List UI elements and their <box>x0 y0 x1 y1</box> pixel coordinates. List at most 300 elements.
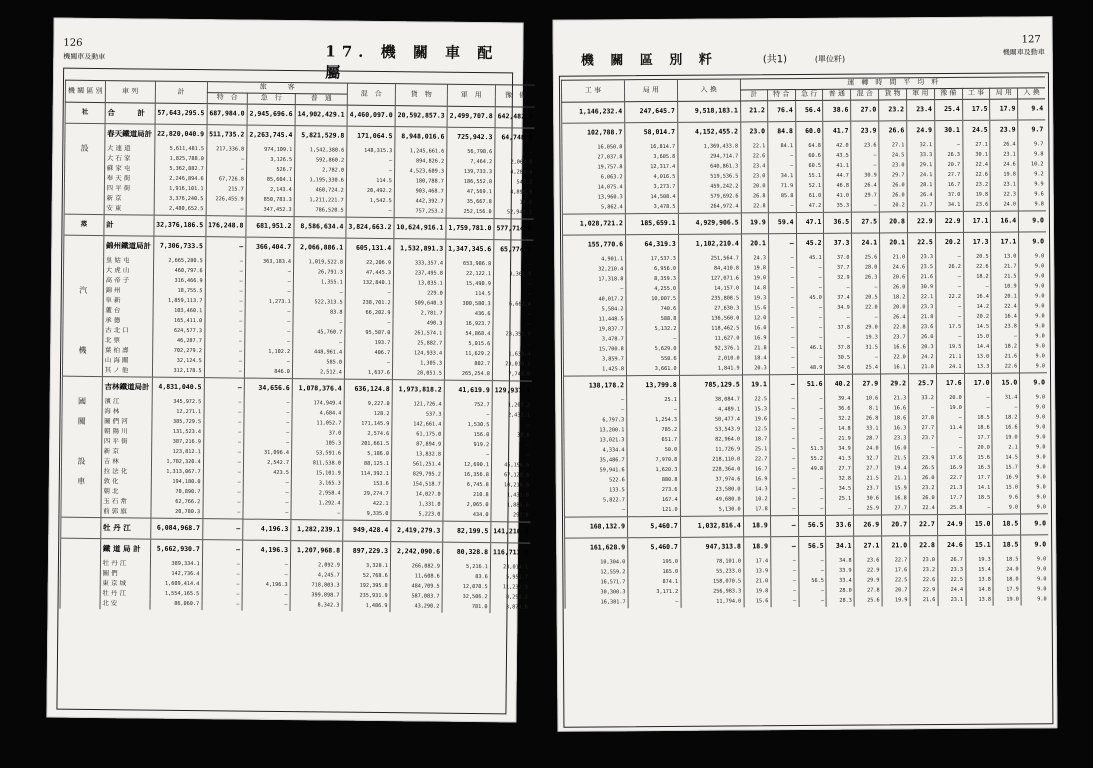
table-cell: 919.2 <box>444 441 492 452</box>
table-cell: 347,452.3 <box>246 206 294 217</box>
running-head-left: 機關車及動車 <box>63 52 106 62</box>
table-cell: 17.0 <box>964 373 992 394</box>
table-cell: — <box>798 505 826 516</box>
table-cell: — <box>205 267 245 277</box>
table-cell: 484,709.5 <box>390 582 442 593</box>
table-cell: 13,200.1 <box>564 426 627 436</box>
table-cell: 14,075.4 <box>562 183 625 193</box>
table-cell: 237,495.8 <box>393 269 445 280</box>
table-cell: 423.5 <box>243 469 291 480</box>
table-cell: 23.3 <box>938 566 966 576</box>
table-cell: 16.9 <box>742 334 769 344</box>
table-cell: 17.8 <box>743 505 770 516</box>
table-cell: 60.0 <box>795 121 823 142</box>
row-label: 山 海 關 <box>102 356 152 367</box>
table-cell: 33.9 <box>826 567 854 577</box>
table-cell: — <box>204 327 244 337</box>
table-cell: 76.4 <box>767 101 795 122</box>
table-cell: 23.1 <box>938 596 966 606</box>
table-cell: — <box>937 414 965 424</box>
row-label: 新 京 <box>104 194 154 205</box>
table-cell: 28.1 <box>907 181 935 191</box>
table-cell: 24.0 <box>991 201 1019 212</box>
table-cell: 14.1 <box>965 484 993 494</box>
table-cell: — <box>771 567 799 577</box>
table-cell: 9.0 <box>1020 342 1047 352</box>
table-cell: 15.4 <box>965 566 993 576</box>
table-cell: 51.3 <box>798 445 826 455</box>
table-cell: — <box>443 451 491 462</box>
table-cell: 9.0 <box>1019 232 1046 253</box>
table-cell: 2,419,279.3 <box>391 521 443 543</box>
table-cell: 4,831,040.5 <box>152 377 204 398</box>
avg-reserve-header: 豫 備 <box>934 88 962 99</box>
table-cell: 16,571.7 <box>565 578 628 588</box>
table-cell: 22.6 <box>963 263 991 273</box>
table-cell: 5,611,481.5 <box>154 145 206 156</box>
table-cell: — <box>769 274 797 284</box>
table-cell: 4,255.0 <box>626 285 679 295</box>
avg-freight-header: 貨 物 <box>879 89 907 100</box>
table-cell: 24.9 <box>937 514 965 535</box>
right-data-table <box>561 76 1049 608</box>
table-cell: — <box>293 338 345 349</box>
table-cell: 2,781.7 <box>393 309 445 320</box>
table-cell: 9.2 <box>1018 170 1045 180</box>
table-cell: 345,972.5 <box>152 398 204 409</box>
table-cell: 592,860.2 <box>295 156 347 167</box>
table-cell: 23.1 <box>991 181 1019 191</box>
table-cell: 785,129.5 <box>679 375 742 396</box>
table-cell: — <box>770 455 798 465</box>
table-cell: 24.6 <box>990 161 1018 171</box>
table-cell: 636,124.8 <box>344 379 392 400</box>
table-cell: 67,726.8 <box>206 175 246 185</box>
table-cell: 687,984.0 <box>207 104 247 125</box>
table-cell: 15.6 <box>742 304 769 314</box>
table-cell: 20.1 <box>880 233 908 254</box>
table-cell: 459,242.2 <box>678 182 741 192</box>
avg-military-header: 軍 用 <box>906 89 934 100</box>
table-cell: 549.2 <box>494 178 534 188</box>
table-cell: 215.7 <box>206 185 246 195</box>
table-cell: — <box>203 478 243 488</box>
table-cell: 247,645.7 <box>625 101 678 122</box>
table-cell: 4,901.1 <box>563 255 626 265</box>
table-cell: 49,680.0 <box>680 495 743 505</box>
table-cell: 45.2 <box>796 233 824 254</box>
table-cell: 47,445.3 <box>345 269 393 280</box>
group-label <box>62 427 102 437</box>
table-cell: 10,624,916.1 <box>394 218 446 240</box>
table-cell: 103,460.1 <box>153 307 205 318</box>
table-cell: 9.0 <box>1020 403 1047 413</box>
table-cell: 387,216.9 <box>151 438 203 449</box>
table-cell: 2,665,280.5 <box>153 257 205 268</box>
table-cell: 22.7 <box>937 474 965 484</box>
table-cell: 18.2 <box>963 273 991 283</box>
table-cell: 37.0 <box>292 429 344 440</box>
table-cell: — <box>206 165 246 175</box>
table-cell: 18,755.5 <box>153 287 205 298</box>
table-cell: — <box>204 367 244 378</box>
table-cell: 20.1 <box>991 293 1019 303</box>
group-label <box>62 437 102 447</box>
table-cell: — <box>825 314 853 324</box>
table-cell: 22.9 <box>854 566 882 576</box>
table-cell: — <box>204 398 244 408</box>
row-label: 四 平 街 <box>101 437 151 448</box>
table-cell: 83.8 <box>293 308 345 319</box>
table-cell: 9.8 <box>1018 150 1045 160</box>
table-cell: 34.9 <box>824 304 852 314</box>
table-cell: — <box>243 489 291 500</box>
table-cell: 38,084.7 <box>679 395 742 405</box>
table-cell: 10,007.5 <box>626 295 679 305</box>
table-cell: 20.6 <box>880 273 908 283</box>
table-cell: 5,821,529.8 <box>295 126 347 147</box>
exchange-header: 入 換 <box>677 79 740 101</box>
table-cell: 102,788.7 <box>562 123 625 144</box>
table-cell: 2.1 <box>992 443 1020 453</box>
table-cell: 550.6 <box>626 355 679 365</box>
row-label: 圖 們 <box>100 569 150 580</box>
table-cell: — <box>769 284 797 294</box>
table-cell: 24.0 <box>993 565 1021 575</box>
table-cell: 51.6 <box>797 374 825 395</box>
row-label: 四 平 街 <box>104 184 154 195</box>
table-cell: 19.0 <box>992 433 1020 443</box>
table-cell: 9.0 <box>1020 393 1047 403</box>
table-cell: 16,814.7 <box>625 143 678 153</box>
table-cell: — <box>345 319 393 330</box>
table-cell: 18.6 <box>964 424 992 434</box>
table-cell: 24.5 <box>962 120 990 141</box>
table-cell: 19,757.8 <box>562 163 625 173</box>
table-cell: 23.4 <box>741 162 768 172</box>
total-header: 計 <box>155 81 207 104</box>
table-cell: — <box>771 587 799 597</box>
table-cell: 261,574.1 <box>393 329 445 340</box>
table-cell: 46,287.7 <box>152 337 204 348</box>
table-cell: 297.0 <box>491 511 531 522</box>
table-cell: 9.0 <box>1019 211 1046 232</box>
table-cell: 21.6 <box>910 596 938 606</box>
table-cell: 1,305.3 <box>392 359 444 370</box>
table-cell: — <box>444 411 492 422</box>
table-cell: 14,902,429.1 <box>295 105 347 127</box>
table-cell: 55.2 <box>798 455 826 465</box>
table-cell: — <box>245 338 293 349</box>
table-cell: 1,207,968.8 <box>290 541 342 562</box>
table-cell: 740.6 <box>626 305 679 315</box>
table-cell: 45.1 <box>796 254 824 264</box>
table-cell: 16.9 <box>993 473 1021 483</box>
table-cell: 3,661.0 <box>626 365 679 376</box>
table-cell: — <box>204 418 244 428</box>
table-cell: — <box>769 264 797 274</box>
table-cell: 5,223.0 <box>391 510 443 521</box>
table-cell: 23.7 <box>909 434 937 444</box>
table-cell: 22.9 <box>910 586 938 596</box>
table-cell: 316,466.9 <box>153 277 205 288</box>
table-cell: 3,478.7 <box>563 335 626 345</box>
table-cell: — <box>935 141 963 151</box>
table-cell: — <box>203 428 243 438</box>
table-cell: 174,949.4 <box>292 399 344 410</box>
row-label: 大 石 家 <box>104 154 154 165</box>
table-cell: 251,564.7 <box>678 254 741 264</box>
table-cell: 1,542.5 <box>346 197 394 208</box>
table-cell: 23.2 <box>909 484 937 494</box>
table-cell: — <box>492 441 532 451</box>
table-cell: 9.0 <box>1019 312 1046 322</box>
table-cell: 46.8 <box>824 182 852 192</box>
table-cell: 32.8 <box>826 475 854 485</box>
table-cell: 27.9 <box>853 374 881 395</box>
table-cell: 9,518,183.1 <box>677 101 740 122</box>
table-cell: 11,726.9 <box>680 445 743 455</box>
table-cell: 333,357.4 <box>394 259 446 270</box>
table-cell: 20.0 <box>936 394 964 404</box>
table-cell: — <box>771 557 799 567</box>
table-cell: — <box>244 358 292 369</box>
table-cell: 33.2 <box>909 394 937 404</box>
table-cell: 14.8 <box>742 284 769 294</box>
table-cell: 128.2 <box>344 410 392 421</box>
table-cell: 105.3 <box>292 439 344 450</box>
table-cell: — <box>205 287 245 297</box>
table-cell: — <box>244 439 292 450</box>
table-cell: 13,021.3 <box>564 436 627 446</box>
table-cell: 45,760.7 <box>293 328 345 339</box>
group-label <box>63 316 103 326</box>
table-cell: — <box>564 406 627 416</box>
table-cell: 41.3 <box>826 455 854 465</box>
table-cell: 22.3 <box>991 191 1019 201</box>
table-cell: 9.0 <box>1021 503 1048 514</box>
table-cell: 60.5 <box>796 162 824 172</box>
table-cell: 57,643,295.5 <box>155 103 207 125</box>
table-cell: — <box>242 571 290 582</box>
table-cell: 436.6 <box>445 310 493 321</box>
table-cell: 1,146,232.4 <box>562 102 625 123</box>
table-cell: 4,334.4 <box>564 446 627 456</box>
table-cell: 1,292.4 <box>291 499 343 510</box>
table-cell: 18.5 <box>965 494 993 504</box>
table-cell: 13.8 <box>966 596 994 606</box>
table-cell: 829,795.2 <box>391 470 443 481</box>
table-cell: 1,102,210.4 <box>678 234 741 255</box>
table-cell: — <box>797 425 825 435</box>
group-label <box>63 306 103 316</box>
table-cell: 9.0 <box>1020 473 1047 483</box>
table-cell: 33.6 <box>826 515 854 536</box>
table-cell: 23.3 <box>908 253 936 263</box>
table-cell: 5,130.0 <box>680 505 743 516</box>
table-cell: — <box>293 318 345 329</box>
table-cell: — <box>202 600 242 610</box>
avg-mixed-header: 混 合 <box>851 89 879 100</box>
avg-exchange-header: 入 換 <box>1018 88 1045 99</box>
table-cell: — <box>494 260 534 270</box>
table-cell: 9.0 <box>1021 565 1048 575</box>
group-label <box>60 579 100 589</box>
table-cell: 9.0 <box>1020 443 1047 453</box>
table-cell: 1,432.8 <box>491 491 531 501</box>
table-cell: 23.0 <box>910 556 938 566</box>
table-cell: 9.0 <box>1019 292 1046 302</box>
table-cell: — <box>202 590 242 600</box>
table-cell: 273.6 <box>627 486 680 496</box>
table-cell: 1,207.2 <box>492 401 532 411</box>
table-cell: 9.0 <box>1021 493 1048 503</box>
row-label: 前 郭 旗 <box>101 507 151 518</box>
row-label: 春天鐵道局計 <box>105 124 155 145</box>
table-cell: — <box>244 409 292 420</box>
table-cell: 26.0 <box>909 494 937 504</box>
table-cell: 28.0 <box>852 263 880 273</box>
avg-sub-ordinary: 普 通 <box>823 89 851 100</box>
table-cell: 18.5 <box>964 414 992 424</box>
table-cell: 229.0 <box>393 289 445 300</box>
table-cell: 16,356.8 <box>443 471 491 482</box>
table-cell: 142,736.4 <box>150 570 202 581</box>
table-cell: — <box>244 429 292 440</box>
table-cell: 13,960.3 <box>562 193 625 203</box>
table-cell: — <box>936 303 964 313</box>
table-cell: 78,101.0 <box>680 557 743 567</box>
table-cell: 50,477.4 <box>680 415 743 425</box>
table-cell: 19,837.7 <box>563 325 626 335</box>
table-cell: 7,970.8 <box>627 456 680 466</box>
table-cell: 9.7 <box>1018 140 1045 150</box>
table-cell: — <box>770 537 798 558</box>
table-cell: 1,019,522.8 <box>294 258 346 269</box>
table-cell: 24.0 <box>853 444 881 454</box>
table-cell: 5,460.7 <box>627 516 680 537</box>
table-cell: 201,661.5 <box>344 440 392 451</box>
table-cell: 23.2 <box>910 566 938 576</box>
table-cell: 36.6 <box>825 405 853 415</box>
table-cell: 17.4 <box>743 557 770 567</box>
table-cell: — <box>564 396 627 406</box>
table-cell: 23.6 <box>851 141 879 151</box>
table-cell: 34.1 <box>935 201 963 212</box>
table-cell: — <box>346 207 394 218</box>
table-cell: — <box>799 587 827 597</box>
table-cell: 9.0 <box>1019 282 1046 292</box>
table-cell: 19.8 <box>963 191 991 201</box>
group-label <box>63 276 103 286</box>
table-cell: — <box>291 509 343 520</box>
table-cell: 27.1 <box>962 141 990 151</box>
page-number-left: 126 <box>63 37 83 49</box>
table-cell: 20.0 <box>741 182 768 192</box>
table-cell: 8,948,016.6 <box>395 127 447 148</box>
table-cell: 651.7 <box>627 436 680 446</box>
table-cell: 1,825,788.0 <box>154 155 206 166</box>
table-cell: 460,724.2 <box>294 186 346 197</box>
table-cell: — <box>852 283 880 293</box>
group-label <box>63 356 103 366</box>
table-cell: — <box>796 264 824 274</box>
group-label <box>60 589 100 599</box>
table-cell: 28.7 <box>853 434 881 444</box>
table-cell: 519,536.5 <box>678 172 741 182</box>
row-label: 高 帝 子 <box>103 276 153 287</box>
table-cell: 17.9 <box>990 99 1018 120</box>
table-cell: 32,376,186.5 <box>154 215 206 237</box>
table-cell: 561,251.4 <box>391 460 443 471</box>
row-label: 鐵 道 局 計 <box>100 539 150 560</box>
table-cell: 16.8 <box>881 494 909 504</box>
table-cell: 27.7 <box>826 465 854 475</box>
table-cell: 385,729.5 <box>152 418 204 429</box>
table-cell: 228,364.0 <box>680 465 743 475</box>
table-cell: 22.5 <box>907 233 935 254</box>
table-cell: — <box>202 570 242 580</box>
table-cell: 4,895.0 <box>494 188 534 198</box>
table-cell: — <box>770 485 798 495</box>
table-cell: 25.4 <box>934 99 962 120</box>
table-cell: — <box>203 468 243 478</box>
table-cell: 19.5 <box>936 343 964 353</box>
table-cell: 1,273.1 <box>245 298 293 309</box>
table-cell: 1,102.2 <box>245 348 293 359</box>
table-cell: 26.4 <box>880 313 908 323</box>
table-cell: — <box>203 498 243 508</box>
table-cell: 2,143.4 <box>246 186 294 197</box>
table-cell: 85.8 <box>768 192 796 202</box>
table-cell: 167.4 <box>627 496 680 506</box>
table-cell: 176,248.8 <box>206 216 246 237</box>
table-cell: 92,376.1 <box>679 344 742 354</box>
table-cell: 43.5 <box>823 152 851 162</box>
table-cell: 35.3 <box>824 202 852 213</box>
table-cell: 26,791.3 <box>293 268 345 279</box>
table-cell: — <box>244 399 292 410</box>
table-cell: 21.9 <box>825 435 853 445</box>
table-cell: 9.0 <box>1019 272 1046 282</box>
row-label: 北 票 <box>102 336 152 347</box>
table-cell: 22.6 <box>910 576 938 586</box>
table-cell: 2,512.4 <box>292 368 344 379</box>
table-cell: 21.3 <box>881 394 909 404</box>
table-cell: 10.9 <box>991 283 1019 293</box>
table-cell: 52,768.6 <box>342 572 390 583</box>
table-cell: 180,788.7 <box>394 177 446 188</box>
table-cell: 61.0 <box>796 192 824 202</box>
table-cell: 22.8 <box>880 323 908 333</box>
table-cell: — <box>202 519 242 540</box>
corner-left-header: 機 關 區 別 <box>65 80 105 102</box>
table-cell: 20.1 <box>741 234 768 255</box>
table-cell: — <box>770 415 798 425</box>
table-cell: 5,951.7 <box>490 573 530 583</box>
table-cell: 19.0 <box>936 404 964 414</box>
table-cell: 17.6 <box>882 566 910 576</box>
table-cell: — <box>203 448 243 458</box>
table-cell: 1,282,239.1 <box>291 520 343 542</box>
row-label: 蘇 家 屯 <box>104 164 154 175</box>
table-cell: 118,462.5 <box>679 324 742 334</box>
table-cell: 24.5 <box>879 151 907 161</box>
table-cell: 13.0 <box>964 353 992 363</box>
table-cell: 133.5 <box>564 486 627 496</box>
table-cell: 16.1 <box>881 363 909 374</box>
table-cell: 20.2 <box>935 232 963 253</box>
